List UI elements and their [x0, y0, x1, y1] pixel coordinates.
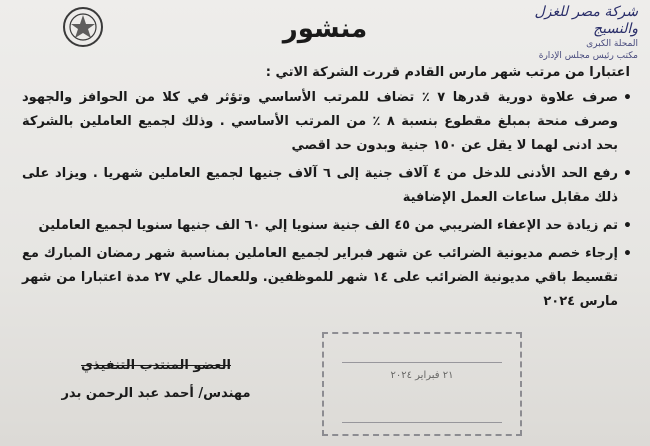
company-office: مكتب رئيس مجلس الإدارة [538, 51, 638, 61]
list-item: • تم زيادة حد الإعفاء الضريبي من ٤٥ الف جنية سنويا إلي ٦٠ الف جنيها سنويا لجميع العاملين [22, 214, 632, 238]
company-subtitle: المحلة الكبرى [586, 39, 638, 49]
document-title: منشور [282, 14, 368, 44]
signatory-name: مهندس/ أحمد عبد الرحمن بدر [61, 386, 251, 401]
list-item: • إرجاء خصم مديونية الضرائب عن شهر فبراير لجميع العاملين بمناسبة شهر رمضان المبارك مع تقسيط باقي مديونية الضرائب على ١٤ شهر للموظفين. وللعمال علي ٢٧ مدة اعتبارا من شهر مارس ٢٠٢٤ [22, 242, 632, 314]
signature-block [36, 352, 276, 408]
company-name: شركة مصر للغزل والنسيج [534, 4, 638, 37]
list-item: • رفع الحد الأدنى للدخل من ٤ آلاف جنية إلى ٦ آلاف جنيها لجميع العاملين شهريا . ويزاد على ذلك مقابل ساعات العمل الإضافية [22, 162, 632, 210]
list-item: • صرف علاوة دورية قدرها ٧ ٪ تضاف للمرتب الأساسي وتؤثر في كلا من الحوافز والجهود وصرف منحة بمبلغ مقطوع بنسبة ٨ ٪ من المرتب الأساسي . وذلك لجميع العاملين بالشركة بحد ادنى لهما لا يقل عن ١٥٠ جنية وبدون حد اقصي [22, 86, 632, 158]
intro-text: اعتبارا من مرتب شهر مارس القادم قررت الشركة الاتي : [265, 65, 630, 80]
signatory-role: العضو المنتدب التنفيذي [81, 358, 231, 373]
official-stamp [322, 332, 522, 436]
decisions-list [22, 86, 632, 318]
stamp-date: ٢١ فبراير ٢٠٢٤ [390, 370, 454, 381]
